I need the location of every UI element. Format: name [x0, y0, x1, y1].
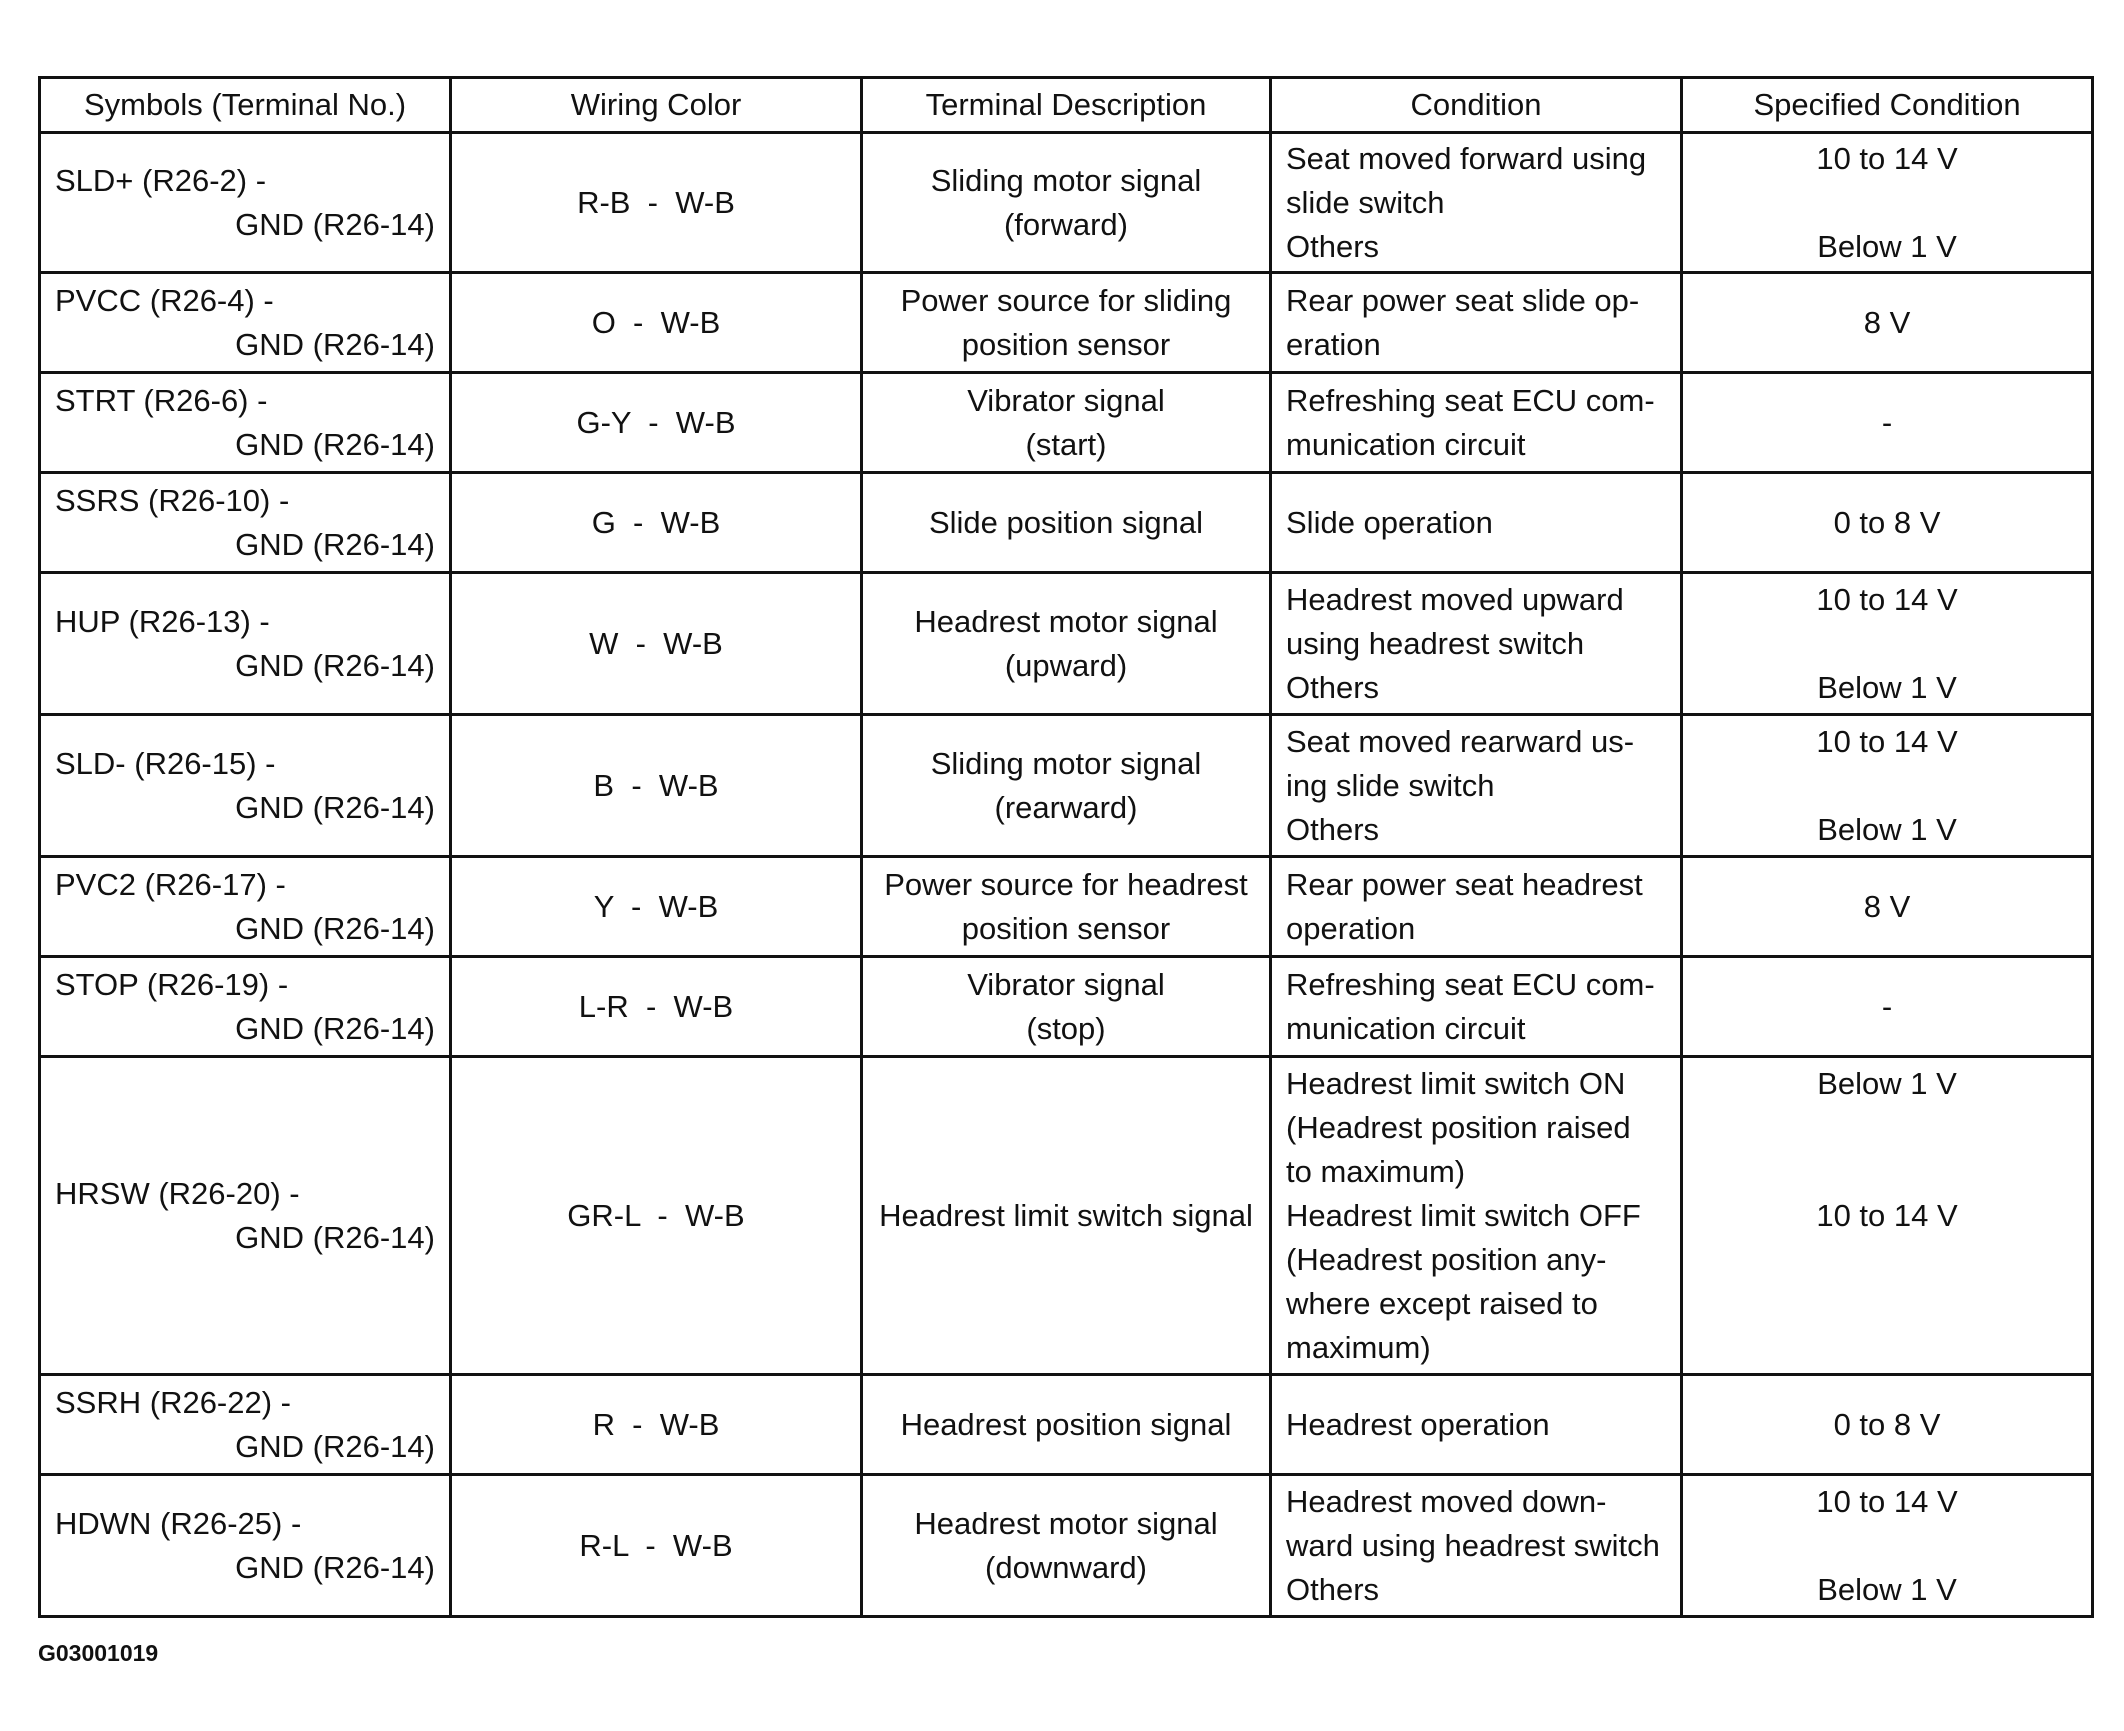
description-cell-line: (downward) [985, 1549, 1147, 1585]
description-cell-line: Headrest limit switch signal [879, 1197, 1253, 1233]
description-cell-line: Power source for sliding [900, 282, 1232, 318]
description-cell-line: Power source for headrest [884, 866, 1248, 902]
wiring-color-cell: L-R - W-B [451, 957, 862, 1057]
condition-cell [1271, 573, 1682, 715]
description-cell-line: position sensor [961, 910, 1171, 946]
description-cell [862, 273, 1271, 373]
specified-condition-cell-line [1697, 764, 2077, 808]
condition-cell-line: Others [1286, 228, 1380, 264]
description-cell-line: Headrest motor signal [914, 603, 1218, 639]
specified-condition-cell-line [1697, 1150, 2077, 1194]
condition-cell-line: maximum) [1286, 1329, 1431, 1365]
specified-condition-cell-line: - [1881, 988, 1893, 1024]
table-header-row [40, 78, 2093, 133]
specified-condition-cell-line: Below 1 V [1817, 811, 1957, 847]
condition-cell-line: operation [1286, 910, 1416, 946]
condition-cell-line: Others [1286, 669, 1380, 705]
specified-condition-cell-line: 10 to 14 V [1816, 723, 1958, 759]
specified-condition-cell-line: 8 V [1863, 304, 1911, 340]
specified-condition-cell [1682, 273, 2093, 373]
condition-cell [1271, 715, 1682, 857]
table-row [40, 473, 2093, 573]
specified-condition-cell-line: Below 1 V [1817, 669, 1957, 705]
specified-condition-cell-line: 10 to 14 V [1816, 1483, 1958, 1519]
description-cell-line: (rearward) [994, 789, 1138, 825]
symbol-cell-line: SLD+ (R26-2) - [55, 162, 267, 198]
condition-cell-line: slide switch [1286, 184, 1445, 220]
symbol-cell-line: GND (R26-14) [235, 206, 435, 242]
specified-condition-cell-line [1697, 1524, 2077, 1568]
symbol-cell [40, 1057, 451, 1375]
condition-cell-line: Rear power seat slide op- [1286, 282, 1640, 318]
condition-cell-line: Rear power seat headrest [1286, 866, 1643, 902]
header-wiring-color: Wiring Color [451, 78, 862, 133]
specified-condition-cell [1682, 1475, 2093, 1617]
header-symbols: Symbols (Terminal No.) [40, 78, 451, 133]
symbol-cell [40, 273, 451, 373]
terminal-inspection-table [38, 76, 2094, 1618]
symbol-cell-line: GND (R26-14) [235, 1549, 435, 1585]
description-cell-line: (forward) [1003, 206, 1128, 242]
condition-cell-line: munication circuit [1286, 1010, 1526, 1046]
description-cell-line: Vibrator signal [967, 966, 1165, 1002]
wiring-color-cell: B - W-B [451, 715, 862, 857]
symbol-cell [40, 857, 451, 957]
condition-cell-line: (Headrest position raised [1286, 1109, 1631, 1145]
condition-cell-line: Headrest operation [1286, 1406, 1550, 1442]
condition-cell [1271, 473, 1682, 573]
table-row [40, 133, 2093, 273]
description-cell-line: (stop) [1026, 1010, 1106, 1046]
specified-condition-cell [1682, 473, 2093, 573]
description-cell [862, 373, 1271, 473]
condition-cell [1271, 273, 1682, 373]
specified-condition-cell-line [1697, 181, 2077, 225]
symbol-cell [40, 1375, 451, 1475]
condition-cell [1271, 957, 1682, 1057]
wiring-color-cell: R-L - W-B [451, 1475, 862, 1617]
specified-condition-cell-line: 0 to 8 V [1833, 1406, 1941, 1442]
description-cell [862, 857, 1271, 957]
condition-cell-line: using headrest switch [1286, 625, 1585, 661]
condition-cell [1271, 373, 1682, 473]
specified-condition-cell-line: 0 to 8 V [1833, 504, 1941, 540]
symbol-cell [40, 573, 451, 715]
specified-condition-cell [1682, 133, 2093, 273]
description-cell-line: Vibrator signal [967, 382, 1165, 418]
condition-cell [1271, 1057, 1682, 1375]
description-cell [862, 573, 1271, 715]
description-cell [862, 715, 1271, 857]
specified-condition-cell-line [1697, 1238, 2077, 1282]
description-cell-line: (start) [1025, 426, 1107, 462]
wiring-color-cell: R-B - W-B [451, 133, 862, 273]
table-row [40, 715, 2093, 857]
table-row [40, 957, 2093, 1057]
symbol-cell-line: GND (R26-14) [235, 326, 435, 362]
condition-cell-line: to maximum) [1286, 1153, 1466, 1189]
description-cell-line: Slide position signal [928, 504, 1203, 540]
condition-cell-line: ing slide switch [1286, 767, 1495, 803]
condition-cell-line: Others [1286, 1571, 1380, 1607]
description-cell [862, 133, 1271, 273]
symbol-cell-line: GND (R26-14) [235, 526, 435, 562]
specified-condition-cell-line: 10 to 14 V [1816, 1197, 1958, 1233]
specified-condition-cell [1682, 957, 2093, 1057]
description-cell [862, 473, 1271, 573]
condition-cell-line: Headrest limit switch OFF [1286, 1197, 1641, 1233]
specified-condition-cell-line: 8 V [1863, 888, 1911, 924]
specified-condition-cell [1682, 1057, 2093, 1375]
description-cell [862, 1057, 1271, 1375]
table-body [40, 133, 2093, 1617]
description-cell [862, 1475, 1271, 1617]
symbol-cell-line: PVC2 (R26-17) - [55, 866, 286, 902]
symbol-cell-line: HUP (R26-13) - [55, 603, 270, 639]
symbol-cell-line: STOP (R26-19) - [55, 966, 289, 1002]
specified-condition-cell-line [1697, 1106, 2077, 1150]
condition-cell [1271, 1475, 1682, 1617]
specified-condition-cell-line [1697, 622, 2077, 666]
specified-condition-cell-line: Below 1 V [1817, 1065, 1957, 1101]
description-cell-line: Headrest position signal [900, 1406, 1232, 1442]
table-row [40, 857, 2093, 957]
header-terminal-description: Terminal Description [862, 78, 1271, 133]
symbol-cell-line: GND (R26-14) [235, 647, 435, 683]
condition-cell [1271, 857, 1682, 957]
specified-condition-cell-line [1697, 1326, 2077, 1370]
specified-condition-cell [1682, 1375, 2093, 1475]
symbol-cell [40, 133, 451, 273]
symbol-cell [40, 1475, 451, 1617]
wiring-color-cell: O - W-B [451, 273, 862, 373]
table-row [40, 1475, 2093, 1617]
symbol-cell [40, 473, 451, 573]
symbol-cell-line: GND (R26-14) [235, 1010, 435, 1046]
symbol-cell [40, 957, 451, 1057]
condition-cell-line: munication circuit [1286, 426, 1526, 462]
specified-condition-cell [1682, 373, 2093, 473]
condition-cell-line: Seat moved rearward us- [1286, 723, 1635, 759]
symbol-cell [40, 373, 451, 473]
condition-cell-line: where except raised to [1286, 1285, 1598, 1321]
symbol-cell-line: GND (R26-14) [235, 910, 435, 946]
table-row [40, 573, 2093, 715]
condition-cell-line: Headrest moved down- [1286, 1483, 1607, 1519]
table-row [40, 1057, 2093, 1375]
header-specified-condition: Specified Condition [1682, 78, 2093, 133]
symbol-cell-line: PVCC (R26-4) - [55, 282, 274, 318]
symbol-cell-line: GND (R26-14) [235, 1428, 435, 1464]
wiring-color-cell: G - W-B [451, 473, 862, 573]
condition-cell-line: Refreshing seat ECU com- [1286, 382, 1655, 418]
symbol-cell-line: SSRS (R26-10) - [55, 482, 290, 518]
symbol-cell [40, 715, 451, 857]
symbol-cell-line: HRSW (R26-20) - [55, 1175, 300, 1211]
specified-condition-cell [1682, 715, 2093, 857]
header-condition: Condition [1271, 78, 1682, 133]
wiring-color-cell: Y - W-B [451, 857, 862, 957]
symbol-cell-line: SLD- (R26-15) - [55, 745, 276, 781]
condition-cell-line: ward using headrest switch [1286, 1527, 1660, 1563]
symbol-cell-line: HDWN (R26-25) - [55, 1505, 302, 1541]
symbol-cell-line: GND (R26-14) [235, 426, 435, 462]
table-row [40, 1375, 2093, 1475]
description-cell-line: Sliding motor signal [930, 162, 1202, 198]
table-row [40, 273, 2093, 373]
specified-condition-cell-line: 10 to 14 V [1816, 140, 1958, 176]
specified-condition-cell-line: Below 1 V [1817, 1571, 1957, 1607]
condition-cell-line: eration [1286, 326, 1381, 362]
description-cell-line: position sensor [961, 326, 1171, 362]
symbol-cell-line: GND (R26-14) [235, 1219, 435, 1255]
table-row [40, 373, 2093, 473]
description-cell [862, 1375, 1271, 1475]
wiring-color-cell: R - W-B [451, 1375, 862, 1475]
condition-cell [1271, 1375, 1682, 1475]
document-id: G03001019 [38, 1640, 159, 1666]
description-cell-line: (upward) [1004, 647, 1128, 683]
specified-condition-cell-line: 10 to 14 V [1816, 581, 1958, 617]
condition-cell-line: Refreshing seat ECU com- [1286, 966, 1655, 1002]
symbol-cell-line: STRT (R26-6) - [55, 382, 268, 418]
wiring-color-cell: G-Y - W-B [451, 373, 862, 473]
specified-condition-cell [1682, 573, 2093, 715]
specified-condition-cell-line [1697, 1282, 2077, 1326]
wiring-color-cell: W - W-B [451, 573, 862, 715]
condition-cell-line: (Headrest position any- [1286, 1241, 1607, 1277]
condition-cell-line: Slide operation [1286, 504, 1493, 540]
wiring-color-cell: GR-L - W-B [451, 1057, 862, 1375]
description-cell-line: Headrest motor signal [914, 1505, 1218, 1541]
symbol-cell-line: GND (R26-14) [235, 789, 435, 825]
description-cell [862, 957, 1271, 1057]
symbol-cell-line: SSRH (R26-22) - [55, 1384, 291, 1420]
condition-cell-line: Others [1286, 811, 1380, 847]
condition-cell-line: Headrest limit switch ON [1286, 1065, 1626, 1101]
specified-condition-cell [1682, 857, 2093, 957]
description-cell-line: Sliding motor signal [930, 745, 1202, 781]
specified-condition-cell-line: Below 1 V [1817, 228, 1957, 264]
specified-condition-cell-line: - [1881, 404, 1893, 440]
condition-cell-line: Seat moved forward using [1286, 140, 1647, 176]
condition-cell [1271, 133, 1682, 273]
condition-cell-line: Headrest moved upward [1286, 581, 1624, 617]
